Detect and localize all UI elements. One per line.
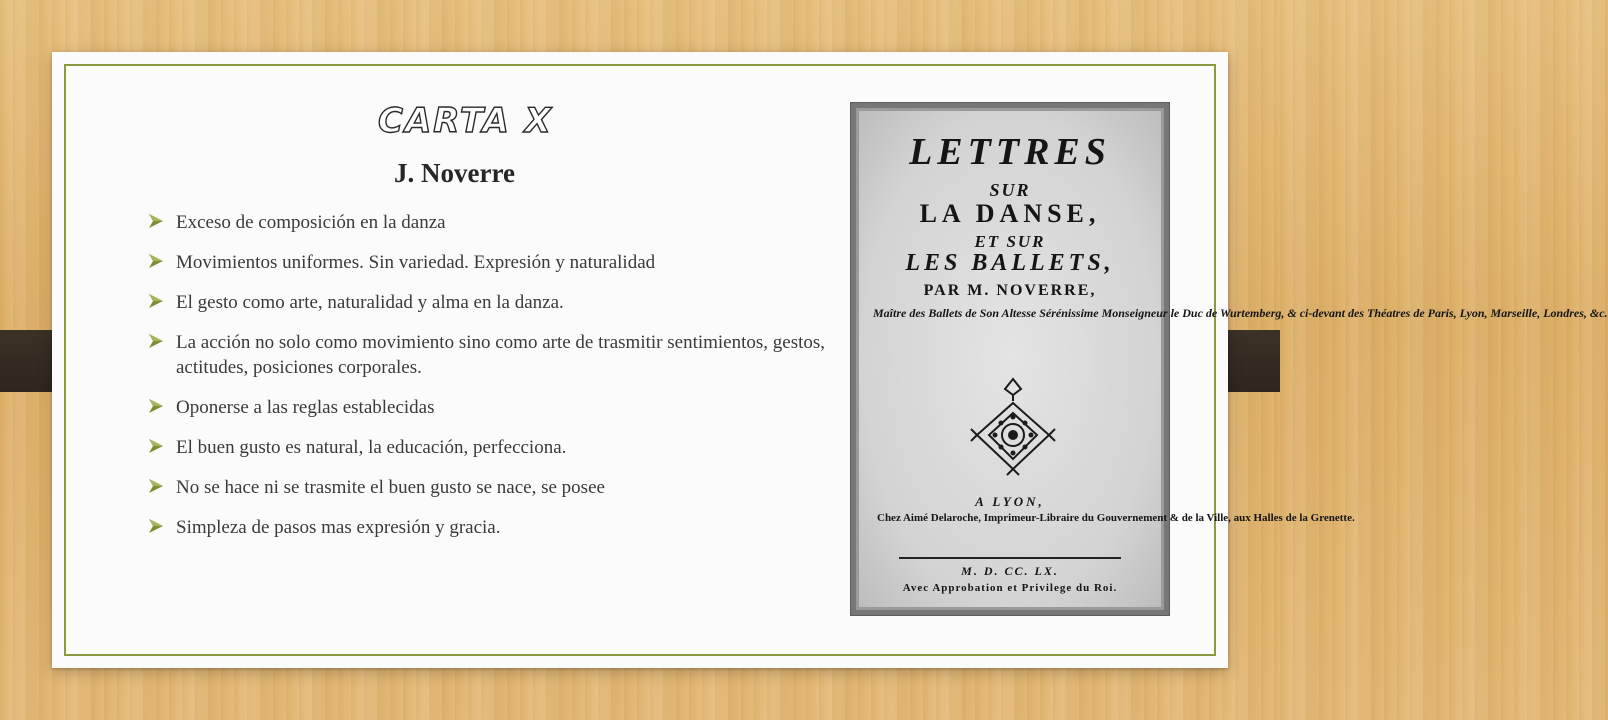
book-printer: Chez Aimé Delaroche, Imprimeur-Libraire du Gouvernement & de la Ville, aux Halles de la Grenette. <box>877 512 1355 524</box>
bullet-list <box>146 210 826 555</box>
book-title-la-danse: LA DANSE, <box>919 199 1101 228</box>
arrow-bullet-icon <box>146 515 166 537</box>
bullet-item <box>146 515 826 540</box>
bullet-item <box>146 250 826 275</box>
slide-paper <box>52 52 1608 668</box>
book-image-frame <box>850 102 1608 616</box>
book-title-lettres: LETTRES <box>909 131 1111 173</box>
bullet-item <box>146 210 826 235</box>
book-author-description: Maître des Ballets de Son Altesse Sérénissime Monseigneur le Duc de Wurtemberg, & ci-devant des Théatres de Paris, Lyon, Marseille, Londres, &c. <box>873 306 1608 320</box>
bullet-text: El buen gusto es natural, la educación, perfecciona. <box>176 437 567 458</box>
bullet-text: El gesto como arte, naturalidad y alma en la danza. <box>176 292 564 313</box>
bullet-text: Oponerse a las reglas establecidas <box>176 397 435 418</box>
arrow-bullet-icon <box>146 250 166 272</box>
book-divider-rule <box>899 557 1121 559</box>
bullet-item <box>146 435 826 460</box>
book-year: M. D. CC. LX. <box>961 564 1059 578</box>
arrow-bullet-icon <box>146 210 166 232</box>
bullet-text: Simpleza de pasos mas expresión y gracia. <box>176 517 501 538</box>
bullet-item <box>146 330 826 380</box>
bullet-item <box>146 475 826 500</box>
slide-subtitle: J. Noverre <box>394 158 515 188</box>
bullet-text: Exceso de composición en la danza <box>176 212 446 233</box>
bullet-text: Movimientos uniformes. Sin variedad. Expresión y naturalidad <box>176 252 656 273</box>
bullet-item <box>146 395 826 420</box>
book-title-les-ballets: LES BALLETS, <box>905 250 1115 276</box>
bullet-item <box>146 290 826 315</box>
ornament-icon <box>969 373 1057 477</box>
bullet-text: La acción no solo como movimiento sino como arte de trasmitir sentimientos, gestos, actitudes, posiciones corporales. <box>176 332 826 378</box>
book-place: A LYON, <box>975 494 1045 509</box>
arrow-bullet-icon <box>146 290 166 312</box>
book-approbation: Avec Approbation et Privilege du Roi. <box>902 582 1118 594</box>
arrow-bullet-icon <box>146 475 166 497</box>
arrow-bullet-icon <box>146 395 166 417</box>
book-author: PAR M. NOVERRE, <box>923 282 1097 299</box>
book-title-sur: SUR <box>989 180 1031 200</box>
bullet-text: No se hace ni se trasmite el buen gusto se nace, se posee <box>176 477 605 498</box>
book-title-et-sur: ET SUR <box>974 232 1046 251</box>
slide-title: CARTA X <box>378 101 553 141</box>
arrow-bullet-icon <box>146 435 166 457</box>
book-title-page <box>856 108 1608 610</box>
arrow-bullet-icon <box>146 330 166 352</box>
